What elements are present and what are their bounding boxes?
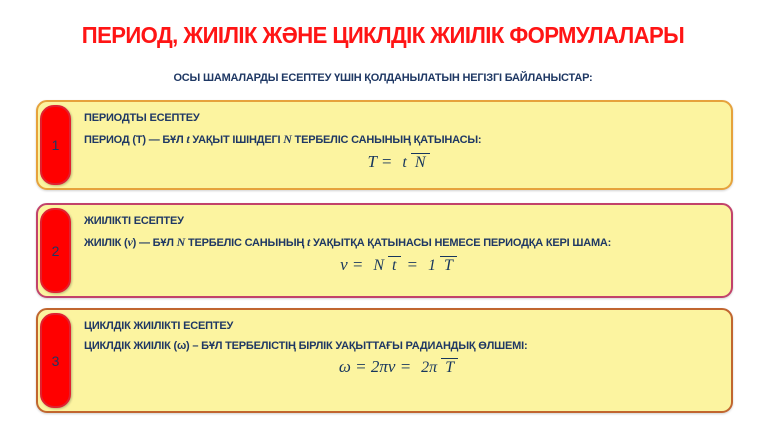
fraction [398,155,429,172]
formula-frequency [337,255,460,275]
fraction-denominator: T [441,358,458,376]
fraction-numerator: t [402,153,407,171]
formula-row [84,152,713,172]
number-badge-2 [40,208,71,293]
fraction-numerator: 1 [427,256,436,274]
fraction-denominator: t [388,256,400,274]
box-body: ЖИІЛІК (ν) — БҰЛ N ТЕРБЕЛІС САНЫНЫҢ t УАҚЫТҚА ҚАТЫНАСЫ НЕМЕСЕ ПЕРИОДҚА КЕРІ ШАМА: [84,235,612,249]
fraction [369,258,400,275]
formula-row [84,255,713,275]
badge-number: 1 [51,137,60,153]
formula-lhs: ν = [340,255,364,274]
slide-subtitle: ОСЫ ШАМАЛАРДЫ ЕСЕПТЕУ ҮШІН ҚОЛДАНЫЛАТЫН НЕГІЗГІ БАЙЛАНЫСТАР: [173,72,593,84]
formula-lhs: T = [367,152,393,171]
box-heading: ПЕРИОДТЫ ЕСЕПТЕУ [84,112,200,124]
badge-number: 2 [51,242,60,259]
box-heading: ЦИКЛДІК ЖИІЛІКТІ ЕСЕПТЕУ [84,320,234,332]
formula-cyclic-frequency [336,357,461,377]
fraction-numerator: 2π [421,358,438,376]
fraction-denominator: T [440,256,457,274]
formula-row [84,357,713,377]
fraction [424,258,457,275]
formula-box-frequency [36,203,733,298]
fraction-denominator: N [411,153,430,171]
equals-sign: = [406,255,418,274]
box-content [38,310,731,383]
fraction [417,360,458,377]
box-content [38,102,731,178]
formula-box-period [36,100,733,190]
box-heading: ЖИІЛІКТІ ЕСЕПТЕУ [84,215,184,227]
formula-box-cyclic-frequency [36,308,733,413]
box-body: ЦИКЛДІК ЖИІЛІК (ω) – БҰЛ ТЕРБЕЛІСТІҢ БІРЛІК УАҚЫТТАҒЫ РАДИАНДЫҚ ӨЛШЕМІ: [84,340,528,352]
formula-lhs: ω = 2πν = [338,357,412,376]
number-badge-1 [40,105,71,185]
number-badge-3 [40,313,71,408]
slide-title: ПЕРИОД, ЖИІЛІК ЖӘНЕ ЦИКЛДІК ЖИІЛІК ФОРМУЛАЛАРЫ [81,22,685,48]
box-content [38,205,731,281]
badge-number: 3 [51,352,60,369]
formula-period [365,152,433,172]
box-body: ПЕРИОД (Т) — БҰЛ t УАҚЫТ ІШІНДЕГІ N ТЕРБЕЛІС САНЫНЫҢ ҚАТЫНАСЫ: [84,132,482,146]
fraction-numerator: N [373,256,385,274]
